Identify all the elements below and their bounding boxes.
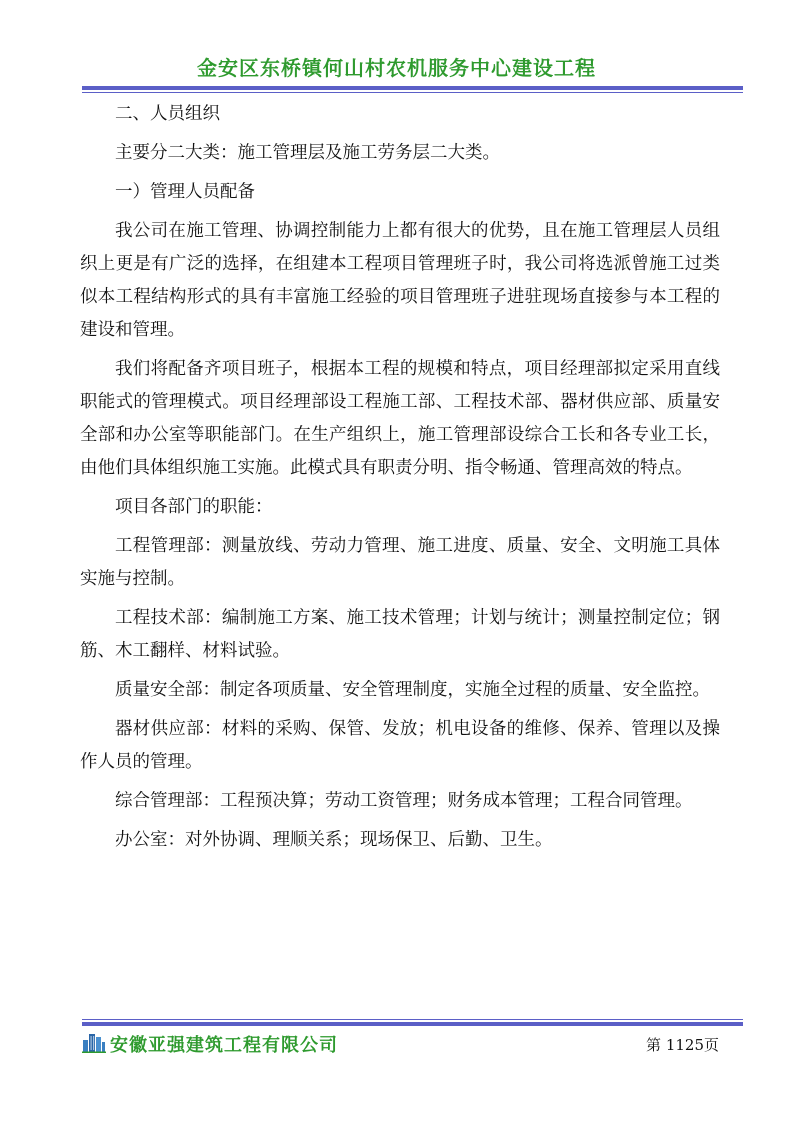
paragraph: 我公司在施工管理、协调控制能力上都有很大的优势，且在施工管理层人员组织上更是有广泛的选择，在组建本工程项目管理班子时，我公司将选派曾施工过类似本工程结构形式的具有丰富施工经验的项目管理班子进驻现场直接参与本工程的建设和管理。 (80, 221, 720, 340)
paragraph: 综合管理部：工程预决算；劳动工资管理；财务成本管理；工程合同管理。 (115, 791, 693, 811)
subsection-heading: 一）管理人员配备 (115, 182, 255, 202)
paragraph: 项目各部门的职能： (115, 497, 273, 517)
paragraph: 器材供应部：材料的采购、保管、发放；机电设备的维修、保养、管理以及操作人员的管理。 (80, 719, 720, 772)
paragraph: 工程技术部：编制施工方案、施工技术管理；计划与统计；测量控制定位；钢筋、木工翻样、材料试验。 (80, 608, 720, 661)
document-body (80, 98, 720, 857)
company-name: 安徽亚强建筑工程有限公司 (110, 1035, 338, 1056)
page-header-title: 金安区东桥镇何山村农机服务中心建设工程 (197, 56, 596, 80)
page-number: 第 1125页 (646, 1036, 719, 1054)
section-heading: 二、人员组织 (115, 104, 220, 124)
footer-rule (82, 1019, 743, 1026)
paragraph: 质量安全部：制定各项质量、安全管理制度，实施全过程的质量、安全监控。 (115, 680, 710, 700)
paragraph: 主要分二大类：施工管理层及施工劳务层二大类。 (115, 143, 500, 163)
paragraph: 我们将配备齐项目班子，根据本工程的规模和特点，项目经理部拟定采用直线职能式的管理模式。项目经理部设工程施工部、工程技术部、器材供应部、质量安全部和办公室等职能部门。在生产组织上，施工管理部设综合工长和各专业工长，由他们具体组织施工实施。此模式具有职责分明、指令畅通、管理高效的特点。 (80, 359, 720, 478)
footer-company (82, 1031, 338, 1057)
paragraph: 工程管理部：测量放线、劳动力管理、施工进度、质量、安全、文明施工具体实施与控制。 (80, 536, 720, 589)
building-logo-icon (82, 1031, 106, 1058)
paragraph: 办公室：对外协调、理顺关系；现场保卫、后勤、卫生。 (115, 830, 553, 850)
header-rule (82, 86, 743, 93)
